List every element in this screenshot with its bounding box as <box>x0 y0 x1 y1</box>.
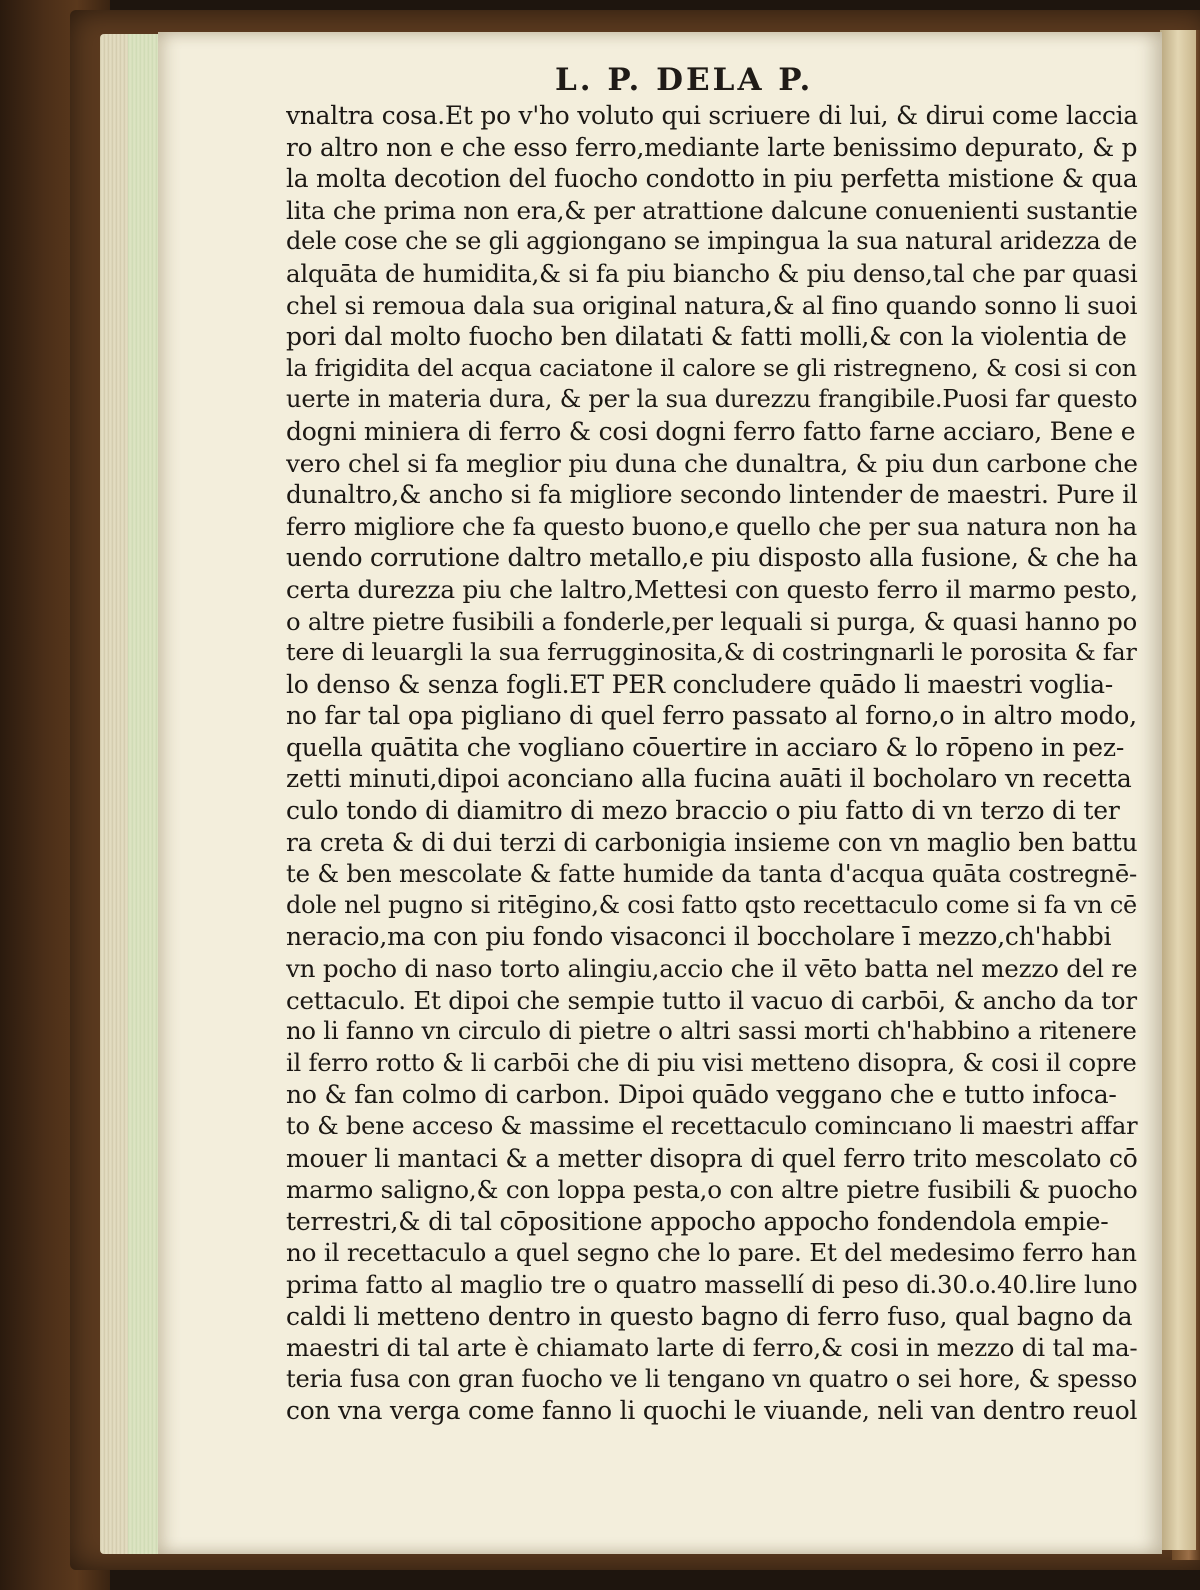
text-line: dogni miniera di ferro & cosi dogni ferro fatto farne acciaro, Bene e <box>286 416 1136 446</box>
text-line: o altre pietre fusibili a fonderle,per lequali si purga, & quasi hanno po <box>286 606 1137 636</box>
text-line: uerte in materia dura, & per la sua durezzu frangibile.Puosi far questo <box>286 385 1138 414</box>
page-edge-tint <box>128 34 158 1554</box>
text-line: quella quātita che vogliano cōuertire in acciaro & lo rōpeno in pez- <box>286 732 1125 762</box>
text-line: prima fatto al maglio tre o quatro massellí di peso di.30.o.40.lire luno <box>286 1269 1138 1299</box>
text-line: ferro migliore che fa questo buono,e quello che per sua natura non ha <box>286 511 1138 541</box>
text-line: dunaltro,& ancho si fa migliore secondo lintender de maestri. Pure il <box>286 480 1138 510</box>
text-line: neracio,ma con piu fondo visaconci il boccholare ī mezzo,ch'habbi <box>286 922 1112 952</box>
text-line: uendo corrutione daltro metallo,e piu disposto alla fusione, & che ha <box>286 543 1138 573</box>
text-line: dole nel pugno si ritēgino,& cosi fatto qsto recettaculo come si fa vn cē <box>286 890 1138 919</box>
text-line: certa durezza piu che laltro,Mettesi con questo ferro il marmo pesto, <box>286 574 1138 604</box>
text-line: no il recettaculo a quel segno che lo pare. Et del medesimo ferro han <box>286 1238 1137 1268</box>
text-line: no & fan colmo di carbon. Dipoi quādo veggano che e tutto infoca- <box>286 1080 1117 1110</box>
text-line: no li fanno vn circulo di pietre o altri sassi morti ch'habbino a ritenere <box>286 1017 1137 1046</box>
text-line: ro altro non e che esso ferro,mediante larte benissimo depurato, & p <box>286 132 1138 162</box>
text-line: lita che prima non era,& per atrattione dalcune conuenienti sustantie <box>286 195 1138 225</box>
text-line: vnaltra cosa.Et po v'ho voluto qui scriuere di lui, & dirui come laccia <box>286 101 1138 130</box>
text-line: caldi li metteno dentro in questo bagno di ferro fuso, qual bagno da <box>286 1301 1133 1331</box>
text-line: vn pocho di naso torto alingiu,accio che il vēto batta nel mezzo del re <box>286 954 1138 984</box>
running-head: L. P. DELA P. <box>555 62 814 98</box>
facing-page-edge <box>1160 30 1196 1550</box>
text-line: la molta decotion del fuocho condotto in piu perfetta mistione & qua <box>286 164 1138 194</box>
text-line: pori dal molto fuocho ben dilatati & fatti molli,& con la violentia de <box>286 322 1127 352</box>
text-line: alquāta de humidita,& si fa piu biancho & piu denso,tal che par quasi <box>286 258 1138 288</box>
text-line: chel si remoua dala sua original natura,& al fino quando sonno li suoi <box>286 290 1138 320</box>
text-line: maestri di tal arte è chiamato larte di ferro,& cosi in mezzo di tal ma- <box>286 1333 1138 1363</box>
text-line: dele cose che se gli aggiongano se impingua la sua natural aridezza de <box>286 227 1138 256</box>
text-line: cettaculo. Et dipoi che sempie tutto il vacuo di carbōi, & ancho da tor <box>286 985 1137 1015</box>
text-line: zetti minuti,dipoi aconciano alla fucina auāti il bocholaro vn recetta <box>286 764 1132 794</box>
text-line: marmo saligno,& con loppa pesta,o con altre pietre fusibili & puocho <box>286 1175 1138 1205</box>
text-line: to & bene acceso & massime el recettaculo comincıano li maestri affar <box>286 1112 1138 1140</box>
text-line: mouer li mantaci & a metter disopra di quel ferro trito mescolato cō <box>286 1143 1138 1173</box>
text-line: terrestri,& di tal cōpositione appocho appocho fondendola empie- <box>286 1206 1109 1236</box>
text-line: ra creta & di dui terzi di carbonigia insieme con vn maglio ben battu <box>286 827 1138 857</box>
text-line: vero chel si fa meglior piu duna che dunaltra, & piu dun carbone che <box>286 448 1138 478</box>
text-line: il ferro rotto & li carbōi che di piu visi metteno disopra, & cosi il copre <box>286 1048 1137 1077</box>
text-line: te & ben mescolate & fatte humide da tanta d'acqua quāta costregnē- <box>286 859 1138 889</box>
text-line: la frigidita del acqua caciatone il calore se gli ristregneno, & cosi si con <box>286 353 1137 382</box>
body-text <box>286 100 1138 1427</box>
text-line: teria fusa con gran fuocho ve li tengano vn quatro o sei hore, & spesso <box>286 1364 1138 1393</box>
text-line: con vna verga come fanno li quochi le viuande, neli van dentro reuol <box>286 1396 1138 1426</box>
text-line: no far tal opa pigliano di quel ferro passato al forno,o in altro modo, <box>286 701 1137 731</box>
text-line: lo denso & senza fogli.ET PER concludere quādo li maestri voglia- <box>286 669 1114 699</box>
text-line: tere di leuargli la sua ferrugginosita,& di costringnarli le porosita & far <box>286 638 1137 667</box>
text-line: culo tondo di diamitro di mezo braccio o piu fatto di vn terzo di ter <box>286 796 1120 826</box>
